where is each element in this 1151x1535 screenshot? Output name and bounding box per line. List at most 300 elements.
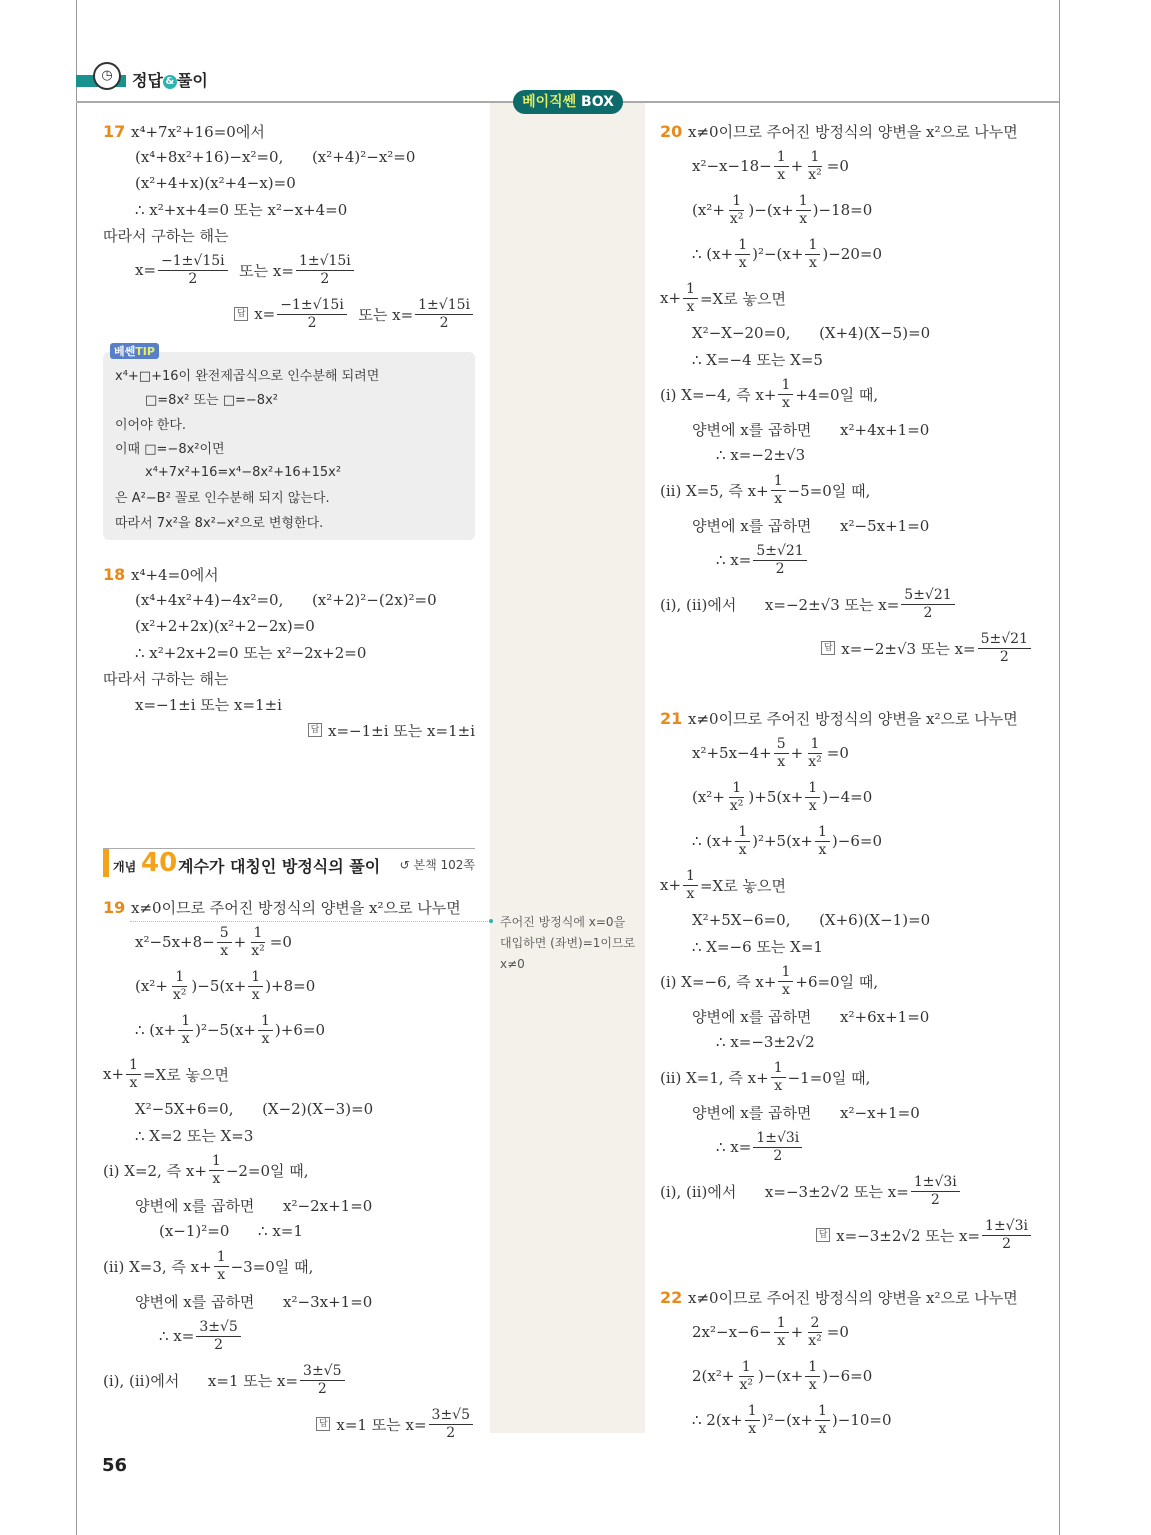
math-text: )−5(x+: [191, 977, 247, 995]
fraction: [778, 377, 793, 412]
math-text: −5=0일 때,: [787, 481, 871, 500]
fraction: [429, 1407, 473, 1442]
fraction-numerator: 5±√21: [978, 631, 1031, 649]
clock-icon: ◷: [93, 62, 121, 90]
solution-line: [103, 561, 475, 587]
math-text: x=1 또는 x=: [336, 1415, 427, 1434]
math-text: x=−1±i 또는 x=1±i: [135, 695, 282, 714]
fraction-numerator: 1: [778, 377, 793, 395]
fraction-numerator: 1: [808, 736, 823, 754]
fraction-numerator: 1: [258, 1013, 273, 1031]
math-text: −3=0일 때,: [230, 1257, 314, 1276]
solution-line: [115, 436, 379, 461]
fraction-numerator: 1: [805, 1359, 820, 1377]
fraction-denominator: x²: [808, 1332, 822, 1349]
fraction-denominator: x²: [808, 166, 822, 183]
solution-line: [115, 509, 379, 534]
header-title-amp: &: [163, 75, 177, 89]
solution-line: [103, 1314, 475, 1358]
math-text: x≠0이므로 주어진 방정식의 양변을 x²으로 나누면: [688, 122, 1018, 141]
fraction: [158, 253, 228, 288]
fraction: [753, 543, 806, 578]
fraction: [209, 1153, 224, 1188]
fraction: [805, 736, 825, 771]
solution-line: [103, 964, 475, 1008]
fraction-denominator: x: [738, 841, 747, 858]
fraction: [248, 925, 268, 960]
fraction-denominator: x: [799, 210, 808, 227]
fraction-numerator: 1: [178, 1013, 193, 1031]
math-text: 따라서 7x²을 8x²−x²으로 변형한다.: [115, 515, 324, 531]
fraction: [805, 780, 820, 815]
fraction-numerator: 1: [815, 824, 830, 842]
solution-line: [103, 1288, 475, 1314]
fraction: [727, 193, 747, 228]
fraction-denominator: 2: [317, 1380, 327, 1397]
math-text: )²−5(x+: [195, 1021, 256, 1039]
fraction-denominator: x²: [172, 986, 187, 1003]
math-text: )²−(x+: [752, 245, 804, 263]
solution-line: [660, 775, 1033, 819]
fraction-denominator: x: [777, 753, 786, 770]
solution-line: [660, 276, 1033, 320]
fraction-numerator: 1: [172, 969, 187, 987]
math-text: 양변에 x를 곱하면 x²+4x+1=0: [692, 420, 930, 439]
fraction: [753, 1130, 802, 1165]
math-text: ∴ x²+2x+2=0 또는 x²−2x+2=0: [135, 643, 367, 662]
math-text: x²+5x−4+: [692, 744, 772, 762]
fraction-denominator: 2: [999, 648, 1009, 665]
fraction: [805, 1359, 820, 1394]
solution-line: [660, 538, 1033, 582]
math-text: ∴ x²+x+4=0 또는 x²−x+4=0: [135, 200, 348, 219]
fraction-numerator: 1: [251, 925, 266, 943]
fraction-denominator: x: [738, 254, 747, 271]
math-text: (x⁴+4x²+4)−4x²=0, (x²+2)²−(2x)²=0: [135, 591, 437, 609]
header-title-a: 정답: [132, 71, 163, 90]
math-text: (i), (ii)에서 x=−3±2√2 또는 x=: [660, 1182, 909, 1201]
tip-label: [110, 343, 159, 359]
fraction: [901, 587, 954, 622]
fraction-numerator: 1: [735, 237, 750, 255]
solution-line: [115, 362, 379, 387]
math-text: x=−3±2√2 또는 x=: [836, 1226, 981, 1245]
answer-icon: 답: [821, 641, 835, 655]
fraction-denominator: x²: [251, 942, 265, 959]
solution-line: [660, 468, 1033, 512]
solution-line: [660, 1003, 1033, 1029]
fraction-numerator: 3±√5: [300, 1363, 344, 1381]
math-text: (x²+: [692, 201, 725, 219]
solution-line: [103, 587, 475, 613]
math-text: ∴ x=: [159, 1327, 195, 1345]
math-text: x⁴+□+16이 완전제곱식으로 인수분해 되려면: [115, 368, 380, 384]
math-text: x=−2±√3 또는 x=: [841, 639, 976, 658]
fraction-numerator: 5±√21: [901, 587, 954, 605]
page-number: 56: [102, 1455, 128, 1476]
math-text: 은 A²−B² 꼴로 인수분해 되지 않는다.: [115, 491, 330, 507]
fraction-denominator: x: [686, 885, 695, 902]
solution-line: [103, 613, 475, 639]
fraction: [217, 925, 232, 960]
fraction: [415, 297, 473, 332]
solution-line: [103, 1192, 475, 1218]
fraction-numerator: 1: [796, 193, 811, 211]
fraction-denominator: x: [808, 797, 817, 814]
fraction-denominator: x: [777, 166, 786, 183]
math-text: x⁴+7x²+16=x⁴−8x²+16+15x²: [145, 464, 342, 480]
solution-line: [660, 731, 1033, 775]
math-text: ∴ X=−4 또는 X=5: [692, 350, 823, 369]
fraction-numerator: 1: [745, 1403, 760, 1421]
fraction-numerator: 1: [778, 964, 793, 982]
fraction: [736, 1359, 756, 1394]
fraction-denominator: x²: [739, 1376, 753, 1393]
solution-line: [660, 1398, 1033, 1442]
fraction-denominator: 2: [214, 1336, 224, 1353]
math-text: 양변에 x를 곱하면 x²−x+1=0: [692, 1103, 920, 1122]
math-text: )+6=0: [274, 1021, 325, 1039]
fraction-denominator: x: [261, 1030, 270, 1047]
solution-line: [103, 1244, 475, 1288]
fraction-denominator: x: [181, 1030, 190, 1047]
math-text: =X로 놓으면: [699, 876, 786, 895]
fraction: [277, 297, 347, 332]
fraction-denominator: x: [781, 394, 790, 411]
math-text: 이어야 한다.: [115, 417, 187, 433]
math-text: 따라서 구하는 해는: [103, 669, 229, 688]
box-label-b: BOX: [581, 94, 614, 110]
solution-line: [660, 1310, 1033, 1354]
math-text: =0: [269, 933, 292, 951]
problem-number: 18: [103, 564, 126, 584]
math-text: 2x²−x−6−: [692, 1323, 772, 1341]
math-text: ∴ x=: [716, 1138, 752, 1156]
math-text: x⁴+7x²+16=0에서: [131, 122, 265, 141]
basic-box-column: [490, 103, 645, 1433]
fraction-denominator: 2: [320, 270, 330, 287]
fraction: [978, 631, 1031, 666]
math-text: x+: [660, 289, 682, 307]
solution-line: [103, 1096, 475, 1122]
solution-line: [660, 1029, 1033, 1055]
math-text: +: [790, 157, 804, 175]
math-text: )−20=0: [822, 245, 882, 263]
problem-21: [660, 705, 1033, 1257]
solution-line: [660, 863, 1033, 907]
fraction-denominator: x: [220, 942, 229, 959]
math-text: x+: [103, 1065, 125, 1083]
answer-icon: 답: [308, 723, 322, 737]
problem-number: 21: [660, 708, 683, 728]
solution-line: [660, 144, 1033, 188]
math-text: )−(x+: [757, 1367, 804, 1385]
math-text: (x−1)²=0 ∴ x=1: [159, 1222, 303, 1240]
answer-line: [660, 626, 1033, 670]
math-text: )−4=0: [822, 788, 873, 806]
solution-line: [103, 248, 475, 292]
fraction-denominator: x²: [729, 797, 744, 814]
fraction-denominator: 2: [775, 560, 785, 577]
math-text: )−6=0: [831, 832, 882, 850]
math-text: )−6=0: [822, 1367, 873, 1385]
math-text: +: [790, 1323, 804, 1341]
fraction-denominator: 2: [1002, 1235, 1011, 1252]
math-text: 양변에 x를 곱하면 x²+6x+1=0: [692, 1007, 930, 1026]
fraction-denominator: 2: [188, 270, 198, 287]
solution-line: [660, 372, 1033, 416]
fraction-denominator: 2: [439, 314, 449, 331]
fraction-denominator: x²: [729, 210, 744, 227]
fraction-numerator: 1: [739, 1359, 754, 1377]
math-text: (i), (ii)에서 x=1 또는 x=: [103, 1371, 299, 1390]
math-text: +6=0일 때,: [795, 972, 879, 991]
fraction: [296, 253, 354, 288]
section-number: 40: [141, 848, 178, 878]
header-title-b: 풀이: [176, 71, 208, 90]
solution-line: [103, 118, 475, 144]
fraction-numerator: 1: [808, 149, 823, 167]
math-text: )+8=0: [265, 977, 316, 995]
fraction: [196, 1319, 240, 1354]
solution-line: [660, 959, 1033, 1003]
tip-body: [115, 362, 379, 534]
fraction-numerator: 1: [771, 1060, 786, 1078]
solution-line: [660, 1055, 1033, 1099]
fraction: [805, 149, 825, 184]
solution-line: [103, 1218, 475, 1244]
problem-19: [103, 894, 475, 1446]
solution-line: [660, 512, 1033, 538]
fraction-numerator: 1±√3i: [911, 1174, 960, 1192]
side-note: 주어진 방정식에 x=0을 대입하면 (좌변)=1이므로 x≠0: [500, 915, 636, 971]
math-text: 양변에 x를 곱하면 x²−3x+1=0: [135, 1292, 373, 1311]
solution-line: [103, 894, 475, 920]
box-label-a: 베이직쎈: [522, 94, 577, 110]
problem-number: 17: [103, 121, 126, 141]
math-text: 이때 □=−8x²이면: [115, 442, 225, 458]
math-text: x≠0이므로 주어진 방정식의 양변을 x²으로 나누면: [688, 1288, 1018, 1307]
fraction: [771, 473, 786, 508]
fraction: [126, 1057, 141, 1092]
solution-line: [103, 222, 475, 248]
math-text: x=: [254, 305, 276, 323]
fraction-numerator: 1: [805, 780, 820, 798]
note-leader-line: [130, 921, 492, 922]
solution-line: [660, 1169, 1033, 1213]
math-text: x≠0이므로 주어진 방정식의 양변을 x²으로 나누면: [131, 898, 461, 917]
problem-17: [103, 118, 475, 336]
math-text: (i), (ii)에서 x=−2±√3 또는 x=: [660, 595, 900, 614]
solution-line: [660, 907, 1033, 933]
math-text: X²+5X−6=0, (X+6)(X−1)=0: [692, 911, 931, 929]
fraction-numerator: 1: [214, 1249, 229, 1267]
fraction-numerator: −1±√15i: [158, 253, 228, 271]
section-title: 계수가 대칭인 방정식의 풀이: [178, 857, 381, 876]
math-text: ∴ 2(x+: [692, 1411, 743, 1429]
problem-18: [103, 561, 475, 743]
fraction-numerator: 3±√5: [429, 1407, 473, 1425]
math-text: 2(x²+: [692, 1367, 735, 1385]
math-text: ∴ (x+: [692, 832, 734, 850]
fraction: [805, 1315, 825, 1350]
fraction: [214, 1249, 229, 1284]
fraction-denominator: x: [129, 1074, 138, 1091]
fraction: [796, 193, 811, 228]
math-text: X²−5X+6=0, (X−2)(X−3)=0: [135, 1100, 374, 1118]
fraction-denominator: x: [774, 490, 783, 507]
fraction: [258, 1013, 273, 1048]
solution-line: [115, 460, 379, 485]
solution-line: [103, 691, 475, 717]
math-text: (x²+2+2x)(x²+2−2x)=0: [135, 617, 315, 635]
fraction-numerator: 1: [126, 1057, 141, 1075]
solution-line: [660, 705, 1033, 731]
solution-line: [660, 1284, 1033, 1310]
fraction-numerator: 5: [774, 736, 789, 754]
math-text: 또는 x=: [229, 261, 294, 280]
fraction-numerator: 2: [808, 1315, 823, 1333]
fraction-numerator: 1: [815, 1403, 830, 1421]
math-text: =0: [826, 157, 849, 175]
math-text: ∴ (x+: [692, 245, 734, 263]
math-text: )−18=0: [812, 201, 873, 219]
fraction-numerator: −1±√15i: [277, 297, 347, 315]
math-text: 또는 x=: [348, 305, 414, 324]
fraction: [771, 1060, 786, 1095]
solution-line: [115, 387, 379, 412]
page-border-right: [1059, 0, 1060, 1535]
tip-label-a: 베쎈: [114, 345, 136, 358]
fraction-denominator: x: [818, 1420, 827, 1437]
math-text: =X로 놓으면: [142, 1065, 229, 1084]
fraction-numerator: 1±√3i: [982, 1218, 1031, 1236]
fraction-denominator: 2: [923, 604, 933, 621]
solution-line: [660, 320, 1033, 346]
solution-line: [103, 665, 475, 691]
problem-number: 22: [660, 1287, 683, 1307]
fraction-denominator: x: [212, 1170, 221, 1187]
fraction-denominator: 2: [446, 1424, 456, 1441]
answer-line: [103, 292, 475, 336]
fraction-denominator: x: [774, 1077, 783, 1094]
fraction-denominator: x: [808, 1376, 817, 1393]
fraction: [735, 824, 750, 859]
solution-line: [115, 485, 379, 510]
math-text: −1=0일 때,: [787, 1068, 871, 1087]
fraction-denominator: x²: [808, 753, 822, 770]
solution-line: [103, 920, 475, 964]
math-text: ∴ (x+: [135, 1021, 177, 1039]
solution-line: [660, 416, 1033, 442]
header-title: [132, 68, 208, 91]
math-text: x²−5x+8−: [135, 933, 215, 951]
section-tag: 개념: [113, 860, 137, 874]
fraction-denominator: x: [781, 981, 790, 998]
answer-icon: 답: [316, 1417, 330, 1431]
math-text: +: [790, 744, 804, 762]
math-text: (x²+: [135, 977, 168, 995]
solution-line: [660, 118, 1033, 144]
fraction: [727, 780, 747, 815]
math-text: )+5(x+: [748, 788, 804, 806]
solution-line: [103, 639, 475, 665]
math-text: x≠0이므로 주어진 방정식의 양변을 x²으로 나누면: [688, 709, 1018, 728]
section-bar: [103, 849, 109, 877]
math-text: )−(x+: [748, 201, 794, 219]
fraction-numerator: 1: [683, 281, 698, 299]
fraction-denominator: x: [777, 1332, 786, 1349]
math-text: ∴ x=−3±2√2: [716, 1033, 815, 1051]
fraction-numerator: 1: [771, 473, 786, 491]
fraction-numerator: 1: [774, 149, 789, 167]
solution-line: [660, 1354, 1033, 1398]
math-text: □=8x² 또는 □=−8x²: [145, 393, 278, 409]
fraction-numerator: 1: [729, 780, 744, 798]
tip-label-b: TIP: [135, 345, 155, 358]
answer-icon: 답: [816, 1228, 830, 1242]
section-header: [103, 848, 475, 879]
solution-line: [103, 1122, 475, 1148]
fraction-numerator: 1: [729, 193, 744, 211]
fraction-numerator: 1: [774, 1315, 789, 1333]
math-text: 양변에 x를 곱하면 x²−5x+1=0: [692, 516, 930, 535]
math-text: =0: [826, 1323, 849, 1341]
fraction: [774, 1315, 789, 1350]
math-text: x²−x−18−: [692, 157, 772, 175]
solution-line: [660, 582, 1033, 626]
problem-22: [660, 1284, 1033, 1442]
math-text: (i) X=−4, 즉 x+: [660, 385, 777, 404]
math-text: x=: [135, 261, 157, 279]
fraction-denominator: x: [217, 1266, 226, 1283]
math-text: 양변에 x를 곱하면 x²−2x+1=0: [135, 1196, 373, 1215]
fraction-numerator: 1: [735, 824, 750, 842]
math-text: )²−(x+: [761, 1411, 813, 1429]
basic-box-label: [513, 90, 623, 114]
math-text: x⁴+4=0에서: [131, 565, 219, 584]
fraction-denominator: x: [251, 986, 260, 1003]
math-text: ∴ X=−6 또는 X=1: [692, 937, 823, 956]
math-text: +4=0일 때,: [795, 385, 879, 404]
fraction: [982, 1218, 1031, 1253]
fraction-denominator: x: [748, 1420, 757, 1437]
fraction: [815, 824, 830, 859]
fraction: [815, 1403, 830, 1438]
solution-line: [103, 1358, 475, 1402]
math-text: −2=0일 때,: [225, 1161, 309, 1180]
math-text: ∴ x=−2±√3: [716, 446, 806, 464]
math-text: (ii) X=3, 즉 x+: [103, 1257, 212, 1276]
answer-icon: 답: [234, 307, 248, 321]
solution-line: [660, 933, 1033, 959]
fraction-denominator: 2: [773, 1147, 783, 1164]
math-text: ∴ x=: [716, 551, 752, 569]
section-reference: ↺ 본책 102쪽: [399, 858, 475, 872]
solution-line: [660, 1125, 1033, 1169]
fraction: [170, 969, 190, 1004]
math-text: (i) X=2, 즉 x+: [103, 1161, 207, 1180]
math-text: 따라서 구하는 해는: [103, 226, 229, 245]
solution-line: [103, 144, 475, 170]
fraction-denominator: x: [686, 298, 695, 315]
math-text: =0: [826, 744, 849, 762]
fraction: [774, 149, 789, 184]
answer-line: [660, 1213, 1033, 1257]
math-text: ∴ X=2 또는 X=3: [135, 1126, 254, 1145]
fraction: [300, 1363, 344, 1398]
math-text: (ii) X=5, 즉 x+: [660, 481, 769, 500]
